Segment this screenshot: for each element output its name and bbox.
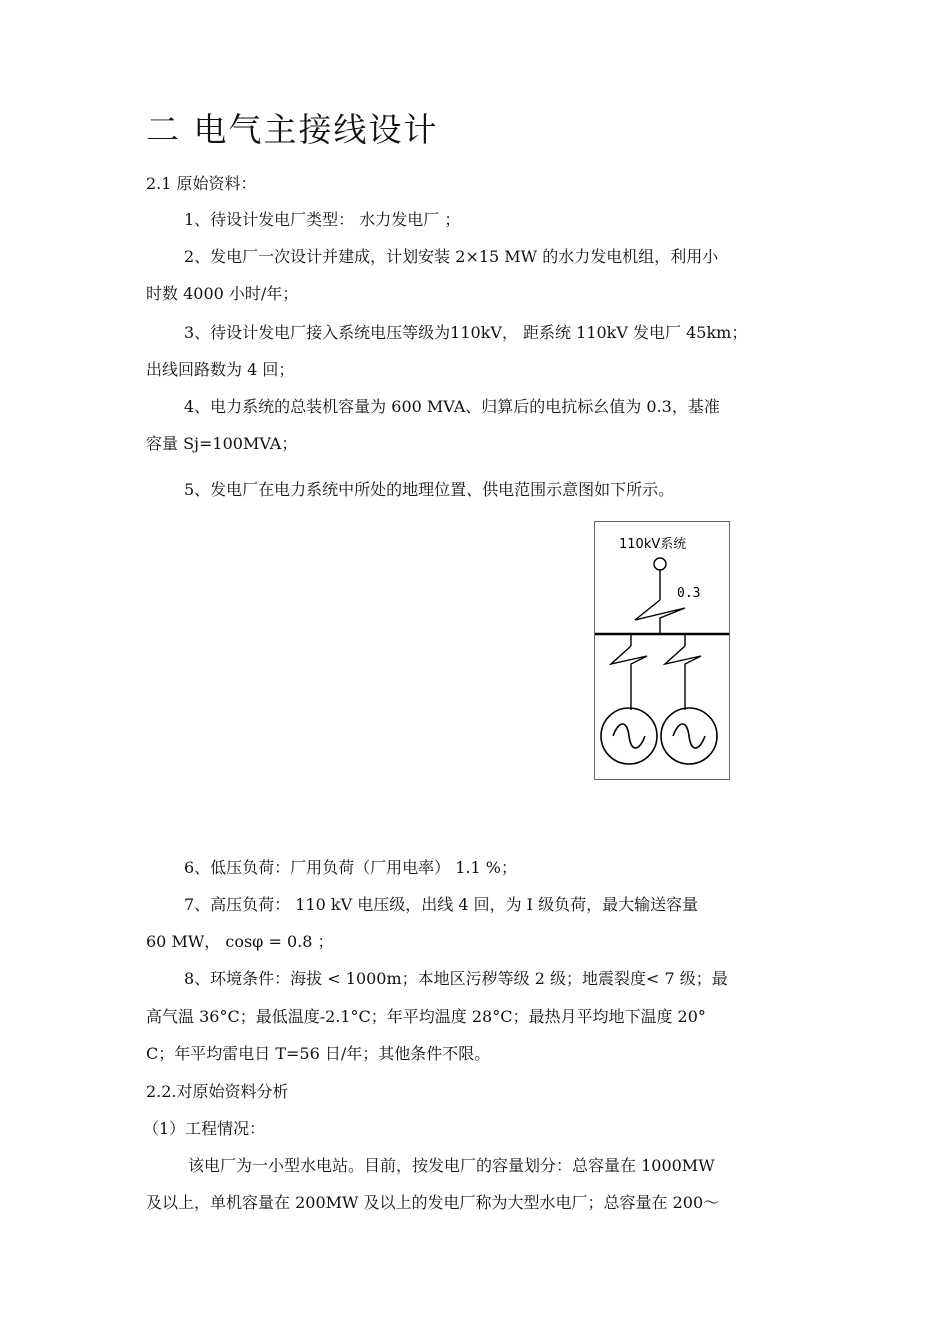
reactance-label: 0.3 [677,586,701,601]
gen-2-reactance [665,646,701,710]
section-2-1-heading: 2.1 原始资料： [146,174,257,193]
item-3-line-1: 3、待设计发电厂接入系统电压等级为110kV， 距系统 110kV 发电厂 45km； [184,323,748,342]
generator-2-wave [673,724,705,748]
system-source-node [654,558,666,570]
analysis-line-1: 该电厂为一小型水电站。目前，按发电厂的容量划分：总容量在 1000MW [188,1156,715,1175]
item-2-line-1: 2、发电厂一次设计并建成，计划安装 2×15 MW 的水力发电机组，利用小 [184,247,719,266]
item-1: 1、待设计发电厂类型： 水力发电厂 ； [184,210,461,229]
chapter-heading: 二 电气主接线设计 [146,110,439,149]
item-8-line-3: C；年平均雷电日 T=56 日/年；其他条件不限。 [146,1044,491,1063]
generator-1-wave [613,724,645,748]
item-3-line-2: 出线回路数为 4 回； [146,360,295,379]
reactance-symbol [635,600,685,634]
analysis-line-2: 及以上，单机容量在 200MW 及以上的发电厂称为大型水电厂；总容量在 200～ [146,1193,720,1212]
gen-1-reactance [611,646,647,710]
subsection-1-heading: （1）工程情况： [143,1119,266,1138]
system-label: 110kV系统 [619,537,687,552]
item-7-line-1: 7、高压负荷： 110 kV 电压级，出线 4 回，为 I 级负荷，最大输送容量 [184,895,699,914]
item-4-line-2: 容量 Sj=100MVA； [146,434,298,453]
item-2-line-2: 时数 4000 小时/年； [146,284,299,303]
item-7-line-2: 60 MW， cosφ = 0.8 ； [146,932,334,951]
item-4-line-1: 4、电力系统的总装机容量为 600 MVA、归算后的电抗标幺值为 0.3，基准 [184,397,720,416]
item-8-line-2: 高气温 36°C；最低温度-2.1°C；年平均温度 28°C；最热月平均地下温度 20° [146,1007,706,1026]
item-5: 5、发电厂在电力系统中所处的地理位置、供电范围示意图如下所示。 [184,480,675,499]
power-system-diagram [594,521,730,780]
section-2-2-heading: 2.2.对原始资料分析 [146,1082,289,1101]
item-6: 6、低压负荷：厂用负荷（厂用电率） 1.1 %； [184,858,518,877]
item-8-line-1: 8、环境条件：海拔 < 1000m；本地区污秽等级 2 级；地震裂度< 7 级；最 [184,969,728,988]
